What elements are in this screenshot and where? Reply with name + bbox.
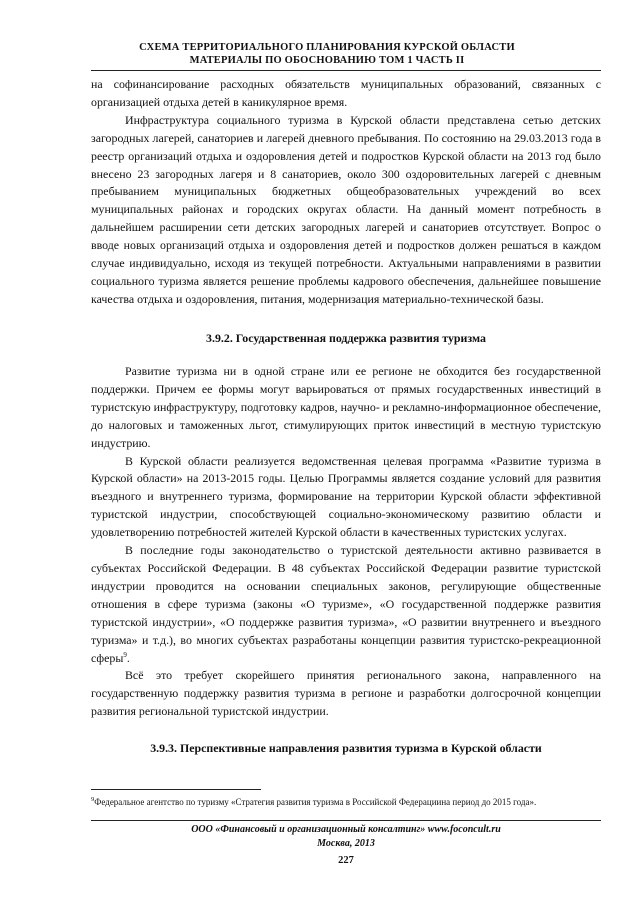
footnote-divider — [91, 789, 261, 790]
footnote-text: Федеральное агентство по туризму «Стратегия развития туризма в Российской Федерациина период до 2015 года». — [94, 797, 537, 807]
paragraph: на софинансирование расходных обязательств муниципальных образований, связанных с организацией отдыха детей в каникулярное время. — [91, 77, 601, 109]
paragraph: Инфраструктура социального туризма в Курской области представлена сетью детских загородных лагерей, санаториев и лагерей дневного пребывания. По состоянию на 29.03.2013 года в реестр организаций отдыха и оздоровления детей и подростков Курской области на 2013 год было внесено 23 загородных лагеря и 8 санаториев, около 300 оздоровительных лагерей с дневным пребыванием муниципальных бюджетных общеобразовательных учреждений во всех муниципальных районах и городских округах области. На данный момент потребность в дальнейшем расширении сети детских загородных лагерей и санаториев отсутствует. Вопрос о вводе новых организаций отдыха и оздоровления детей и подростков должен решаться в каждом случае индивидуально, исходя из текущей потребности. Актуальными направлениями в развитии социального туризма является решение проблемы кадрового обеспечения, дальнейшее повышение качества отдыха и оздоровления, питания, модернизация материально-технической базы. — [91, 112, 601, 306]
section-heading-3-9-3: 3.9.3. Перспективные направления развития туризма в Курской области — [150, 741, 542, 755]
footnote-number: 9 — [91, 796, 95, 803]
running-header-subtitle: МАТЕРИАЛЫ ПО ОБОСНОВАНИЮ ТОМ 1 ЧАСТЬ II — [189, 55, 465, 66]
footer-city-year: Москва, 2013 — [317, 838, 375, 849]
footer-company: ООО «Финансовый и организационный консалтинг» www.foconcult.ru — [191, 824, 501, 835]
page-number: 227 — [338, 855, 354, 866]
paragraph-text: В последние годы законодательство о туристской деятельности активно развивается в субъектах Российской Федерации. В 48 субъектах Российской Федерации развитие туристской индустрии проводится на основании специальных законов, регулирующие общественные отношения в сфере туризма (законы «О туризме», «О государственной поддержке развития туристской индустрии», «О поддержке развития туризма», «О развитии внутреннего и въездного туризма» и т.д.), во многих субъектах разработаны концепции развития туристско-рекреационной сферы — [91, 543, 601, 665]
footnote-reference[interactable]: 9 — [123, 650, 127, 659]
section-heading-3-9-2: 3.9.2. Государственная поддержка развития туризма — [206, 331, 486, 345]
paragraph-end: . — [126, 650, 130, 665]
header-divider — [91, 70, 601, 71]
body-block-2 — [91, 363, 601, 721]
paragraph: Всё это требует скорейшего принятия регионального закона, направленного на государственную поддержку развития туризма в регионе и разработки долгосрочной концепции развития региональной туристской индустрии. — [91, 668, 601, 719]
running-header-title: СХЕМА ТЕРРИТОРИАЛЬНОГО ПЛАНИРОВАНИЯ КУРСКОЙ ОБЛАСТИ — [139, 42, 515, 53]
paragraph: В Курской области реализуется ведомственная целевая программа «Развитие туризма в Курской области» на 2013-2015 годы. Целью Программы является создание условий для развития въездного и внутреннего туризма, формирование на территории Курской области эффективной туристской индустрии, способствующей социально-экономическому развитию области и удовлетворению потребностей жителей Курской области в качественных туристских услугах. — [91, 453, 601, 540]
paragraph: Развитие туризма ни в одной стране или ее регионе не обходится без государственной поддержки. Причем ее формы могут варьироваться от прямых государственных инвестиций в туристскую инфраструктуру, подготовку кадров, научно- и рекламно-информационное обеспечение, до налоговых и таможенных льгот, стимулирующих приток инвестиций в местную туристскую индустрию. — [91, 364, 601, 450]
footer-divider — [91, 820, 601, 821]
footnote — [91, 794, 601, 809]
body-block-1 — [91, 76, 601, 309]
paragraph — [91, 542, 601, 667]
